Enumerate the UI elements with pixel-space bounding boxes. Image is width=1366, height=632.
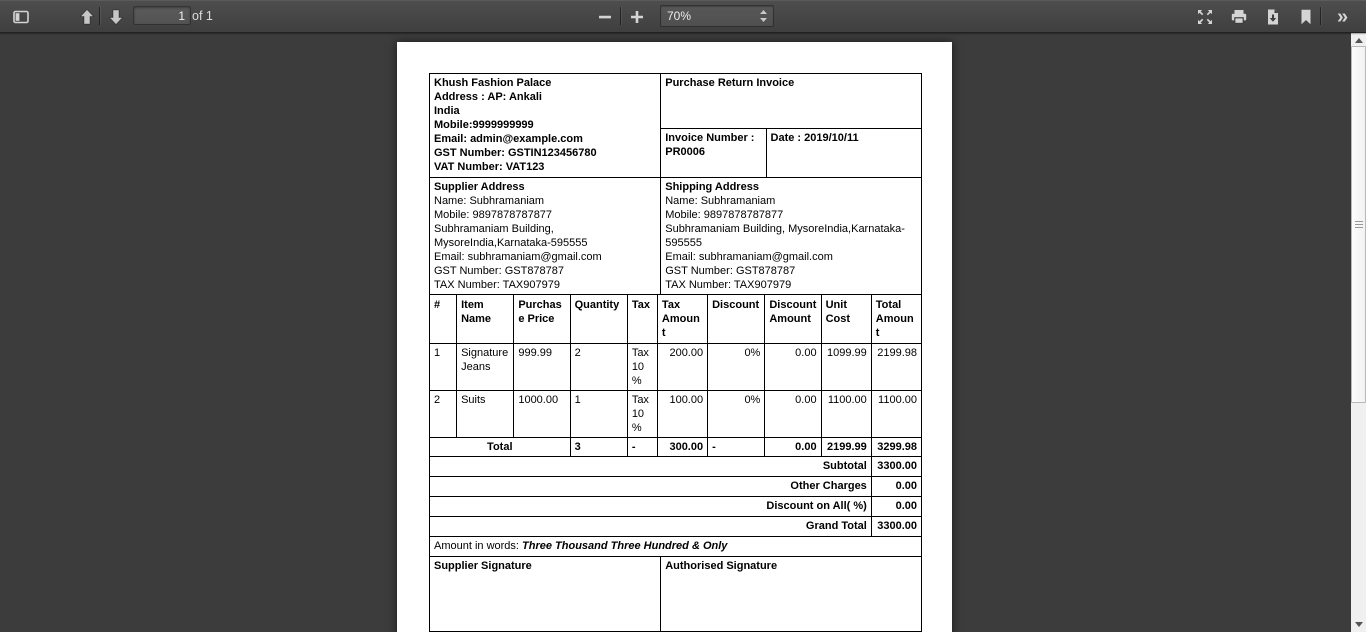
- items-header-cell: Purchase Price: [514, 295, 570, 344]
- scrollbar-thumb[interactable]: [1351, 46, 1366, 403]
- supplier-address-line: Name: Subhramaniam: [434, 195, 545, 207]
- shipping-address-heading: Shipping Address: [665, 181, 759, 193]
- items-header-cell: Item Name: [457, 295, 514, 344]
- zoom-out-icon: [595, 7, 615, 27]
- summary-row: [430, 517, 922, 537]
- vertical-scrollbar[interactable]: [1351, 33, 1366, 632]
- summary-value: 3300.00: [871, 517, 921, 537]
- item-name: Signature Jeans: [457, 344, 514, 391]
- item-discount-amount: 0.00: [765, 391, 821, 438]
- summary-value: 0.00: [871, 477, 921, 497]
- item-tax: Tax 10%: [627, 344, 657, 391]
- summary-label: Discount on All( %): [430, 497, 872, 517]
- items-header-cell: #: [430, 295, 457, 344]
- print-button[interactable]: [1224, 3, 1253, 31]
- page-number-input[interactable]: [133, 6, 191, 25]
- invoice-number-cell: [661, 129, 766, 178]
- secondary-toolbar-toggle-button[interactable]: [1328, 3, 1357, 31]
- signatures-table: [429, 556, 922, 632]
- items-header-cell: Discount Amount: [765, 295, 821, 344]
- items-header-cell: Unit Cost: [821, 295, 871, 344]
- toolbar-separator: [1320, 7, 1321, 25]
- pdf-page: [397, 42, 952, 632]
- scroll-down-button[interactable]: [1351, 617, 1366, 632]
- item-row: [430, 391, 922, 438]
- viewer-toolbar: [0, 0, 1366, 33]
- amount-in-words-value: Three Thousand Three Hundred & Only: [522, 540, 728, 552]
- summary-row: [430, 477, 922, 497]
- presentation-mode-icon: [1195, 7, 1215, 27]
- supplier-address-heading: Supplier Address: [434, 181, 525, 193]
- items-header-cell: Tax: [627, 295, 657, 344]
- summary-row: [430, 457, 922, 477]
- shipping-address-line: TAX Number: TAX907979: [665, 279, 792, 291]
- total-discount-amount: 0.00: [765, 438, 821, 457]
- toggle-sidebar-button[interactable]: [6, 3, 35, 31]
- summary-value: 3300.00: [871, 457, 921, 477]
- items-header-cell: Discount: [708, 295, 765, 344]
- download-icon: [1263, 7, 1283, 27]
- invoice-title: Purchase Return Invoice: [661, 74, 922, 129]
- zoom-out-button[interactable]: [590, 3, 619, 31]
- invoice-header-table: [429, 73, 922, 178]
- item-unit-cost: 1099.99: [821, 344, 871, 391]
- summary-table: [429, 456, 922, 537]
- supplier-address-line: GST Number: GST878787: [434, 265, 565, 277]
- company-name: Khush Fashion Palace: [434, 77, 552, 89]
- page-count-label: of 1: [192, 9, 213, 23]
- select-spinner-icon: [759, 9, 768, 26]
- summary-label: Grand Total: [430, 517, 872, 537]
- item-index: 1: [430, 344, 457, 391]
- supplier-address-line: TAX Number: TAX907979: [434, 279, 560, 291]
- item-unit-cost: 1100.00: [821, 391, 871, 438]
- company-address-line: India: [434, 105, 460, 117]
- supplier-address-line: Email: subhramaniam@gmail.com: [434, 251, 602, 263]
- item-total-amount: 2199.98: [871, 344, 921, 391]
- addresses-table: [429, 177, 922, 295]
- item-name: Suits: [457, 391, 514, 438]
- supplier-signature-label: Supplier Signature: [430, 557, 661, 632]
- download-button[interactable]: [1258, 3, 1287, 31]
- bookmark-button[interactable]: [1291, 3, 1320, 31]
- total-amount: 3299.98: [871, 438, 921, 457]
- summary-label: Other Charges: [430, 477, 872, 497]
- invoice-number-label: Invoice Number :: [665, 132, 755, 144]
- company-gst-number: GST Number: GSTIN123456780: [434, 147, 597, 159]
- page-up-icon: [77, 7, 97, 27]
- item-index: 2: [430, 391, 457, 438]
- zoom-in-button[interactable]: [622, 3, 651, 31]
- total-discount: -: [708, 438, 765, 457]
- total-unit-cost: 2199.99: [821, 438, 871, 457]
- company-vat-number: VAT Number: VAT123: [434, 161, 545, 173]
- items-table: [429, 294, 922, 457]
- company-mobile: Mobile:9999999999: [434, 119, 534, 131]
- supplier-address-cell: [430, 178, 661, 295]
- item-discount: 0%: [708, 344, 765, 391]
- total-label: Total: [430, 438, 571, 457]
- shipping-address-line: GST Number: GST878787: [665, 265, 796, 277]
- item-tax-amount: 200.00: [657, 344, 707, 391]
- invoice-date: Date : 2019/10/11: [766, 129, 921, 178]
- zoom-level-select[interactable]: [660, 5, 774, 27]
- supplier-address-line: Subhramaniam Building, MysoreIndia,Karnataka-595555: [434, 223, 588, 249]
- scroll-up-icon: [1355, 38, 1363, 43]
- next-page-button[interactable]: [101, 3, 130, 31]
- amount-in-words-cell: [430, 537, 922, 557]
- amount-in-words-table: [429, 536, 922, 557]
- item-purchase-price: 1000.00: [514, 391, 570, 438]
- presentation-mode-button[interactable]: [1190, 3, 1219, 31]
- item-tax-amount: 100.00: [657, 391, 707, 438]
- total-quantity: 3: [570, 438, 627, 457]
- items-total-row: [430, 438, 922, 457]
- print-icon: [1229, 7, 1249, 27]
- previous-page-button[interactable]: [72, 3, 101, 31]
- summary-label: Subtotal: [430, 457, 872, 477]
- shipping-address-line: Email: subhramaniam@gmail.com: [665, 251, 833, 263]
- bookmark-icon: [1296, 7, 1316, 27]
- items-header-cell: Total Amount: [871, 295, 921, 344]
- company-email: Email: admin@example.com: [434, 133, 583, 145]
- shipping-address-line: Subhramaniam Building, MysoreIndia,Karnataka-595555: [665, 223, 905, 249]
- toggle-sidebar-icon: [11, 7, 31, 27]
- toolbar-separator: [99, 7, 100, 25]
- item-discount-amount: 0.00: [765, 344, 821, 391]
- summary-value: 0.00: [871, 497, 921, 517]
- page-down-icon: [106, 7, 126, 27]
- item-discount: 0%: [708, 391, 765, 438]
- scroll-down-icon: [1355, 622, 1363, 627]
- purchase-return-invoice: [429, 73, 921, 632]
- authorised-signature-label: Authorised Signature: [661, 557, 922, 632]
- amount-in-words-label: Amount in words:: [434, 540, 519, 552]
- toolbar-separator: [620, 7, 621, 25]
- company-info-cell: [430, 74, 661, 178]
- items-header-cell: Tax Amount: [657, 295, 707, 344]
- scrollbar-grip-icon: [1355, 221, 1363, 229]
- item-purchase-price: 999.99: [514, 344, 570, 391]
- total-tax: -: [627, 438, 657, 457]
- item-total-amount: 1100.00: [871, 391, 921, 438]
- shipping-address-line: Mobile: 9897878787877: [665, 209, 784, 221]
- invoice-number-value: PR0006: [665, 146, 705, 158]
- supplier-address-line: Mobile: 9897878787877: [434, 209, 553, 221]
- items-header-cell: Quantity: [570, 295, 627, 344]
- zoom-level-value: 70%: [667, 9, 692, 23]
- items-header-row: [430, 295, 922, 344]
- item-tax: Tax 10%: [627, 391, 657, 438]
- shipping-address-cell: [661, 178, 922, 295]
- zoom-in-icon: [627, 7, 647, 27]
- shipping-address-line: Name: Subhramaniam: [665, 195, 776, 207]
- company-address-line: Address : AP: Ankali: [434, 91, 542, 103]
- total-tax-amount: 300.00: [657, 438, 707, 457]
- summary-row: [430, 497, 922, 517]
- tools-chevron-icon: »: [1336, 6, 1349, 28]
- item-quantity: 2: [570, 344, 627, 391]
- item-row: [430, 344, 922, 391]
- item-quantity: 1: [570, 391, 627, 438]
